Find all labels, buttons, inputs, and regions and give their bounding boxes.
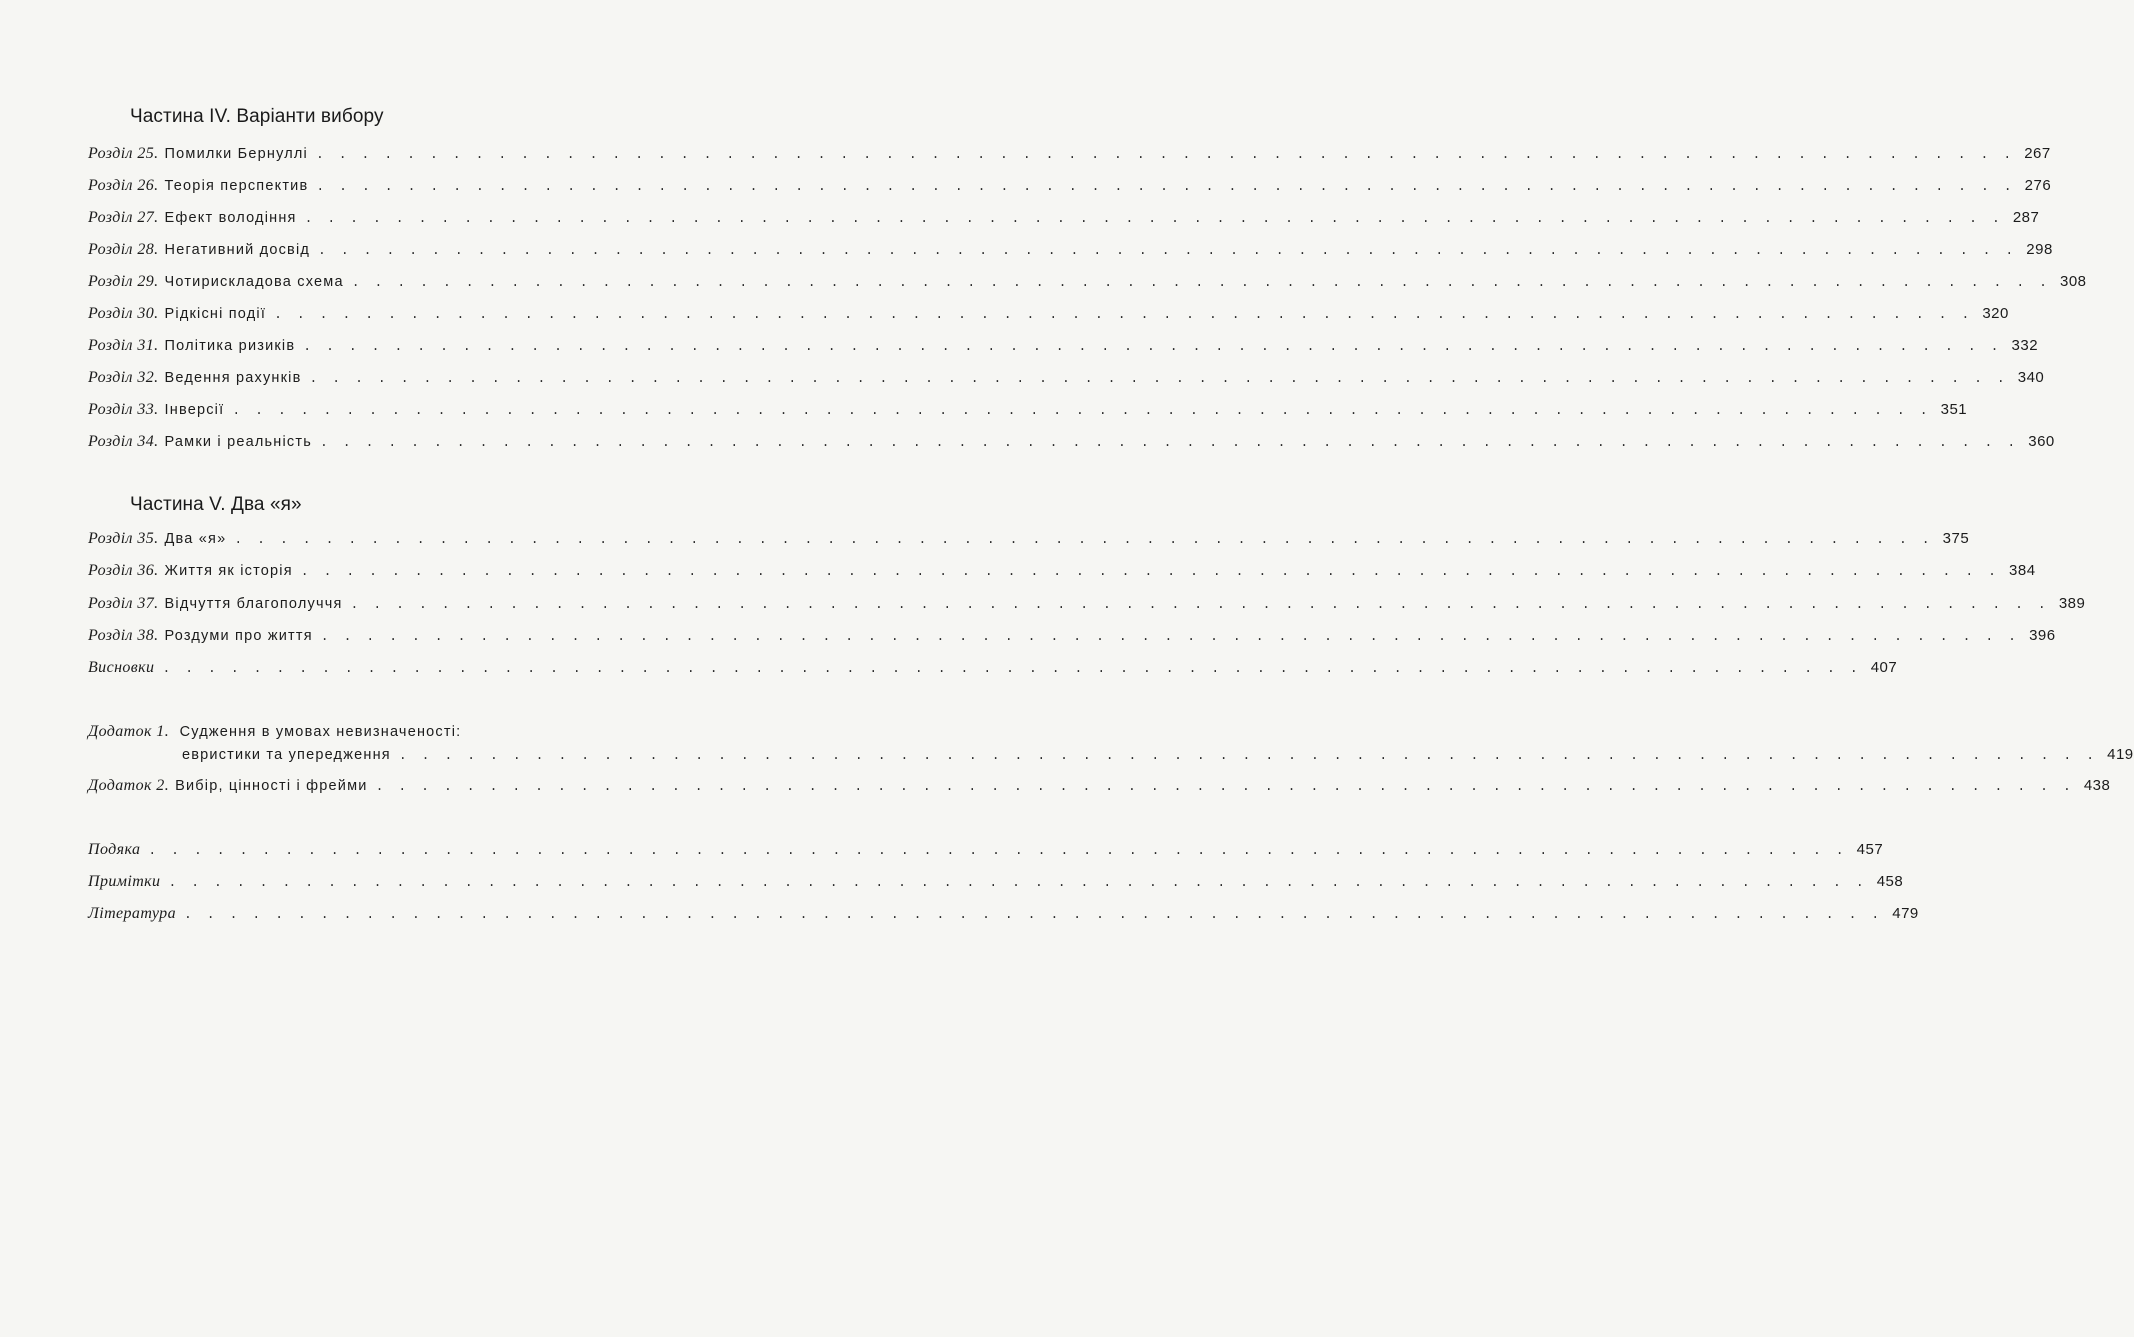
appendix-label: Додаток 1.	[88, 723, 170, 740]
toc-entry-ch27[interactable]	[88, 206, 2040, 230]
chapter-label: Розділ 34.	[88, 433, 159, 450]
toc-entry-ch30[interactable]	[88, 302, 2009, 326]
dot-leader: . . . . . . . . . . . . . . . . . . . . . . . . . . . . . . . . . . . . . . . . . . . . . . . . . . . . . . . . . . . . . . . . . . . . . . . . . . .	[350, 597, 2050, 612]
chapter-label: Розділ 37.	[88, 595, 159, 612]
toc-entry-ch25[interactable]	[88, 142, 2051, 166]
chapter-title: Негативний досвід	[164, 242, 311, 258]
dot-leader: . . . . . . . . . . . . . . . . . . . . . . . . . . . . . . . . . . . . . . . . . . . . . . . . . . . . . . . . . . . . . . . . . . . . . . . . . . .	[303, 339, 2003, 354]
page-number: 438	[2083, 777, 2111, 794]
toc-entry-acknowledgements[interactable]	[88, 838, 1884, 862]
appendix-title: Вибір, цінності і фрейми	[175, 778, 368, 794]
toc-entry-ch36[interactable]	[88, 559, 2036, 583]
chapter-label: Розділ 33.	[88, 401, 159, 418]
chapter-title: Два «я»	[164, 531, 227, 547]
toc-entry-ch32[interactable]	[88, 366, 2045, 390]
chapter-label: Розділ 32.	[88, 369, 159, 386]
chapter-label: Розділ 28.	[88, 241, 159, 258]
dot-leader: . . . . . . . . . . . . . . . . . . . . . . . . . . . . . . . . . . . . . . . . . . . . . . . . . . . . . . . . . . . . . . . . . . . . . . . . . . .	[320, 629, 2020, 644]
dot-leader: . . . . . . . . . . . . . . . . . . . . . . . . . . . . . . . . . . . . . . . . . . . . . . . . . . . . . . . . . . . . . . . . . . . . . . . . . . .	[316, 179, 2016, 194]
dot-leader: . . . . . . . . . . . . . . . . . . . . . . . . . . . . . . . . . . . . . . . . . . . . . . . . . . . . . . . . . . . . . . . . . . . . . . . . . . .	[162, 661, 1862, 676]
chapter-title: Рамки і реальність	[164, 434, 312, 450]
dot-leader: . . . . . . . . . . . . . . . . . . . . . . . . . . . . . . . . . . . . . . . . . . . . . . . . . . . . . . . . . . . . . . . . . . . . . . . . . . .	[319, 435, 2019, 450]
chapter-title: Рідкісні події	[164, 306, 267, 322]
toc-entry-appendix-1-continuation[interactable]	[88, 743, 2134, 767]
chapter-label: Розділ 36.	[88, 562, 159, 579]
chapter-label: Розділ 30.	[88, 305, 159, 322]
section-label: Подяка	[88, 841, 141, 858]
chapter-label: Розділ 35.	[88, 530, 159, 547]
section-label: Висновки	[88, 659, 155, 676]
toc-entry-ch29[interactable]	[88, 270, 2087, 294]
dot-leader: . . . . . . . . . . . . . . . . . . . . . . . . . . . . . . . . . . . . . . . . . . . . . . . . . . . . . . . . . . . . . . . . . . . . . . . . . . .	[398, 748, 2098, 763]
part-5-title: Частина V. Два «я»	[130, 494, 302, 515]
page-number: 320	[1982, 305, 2009, 322]
chapter-title: Чотирискладова схема	[164, 274, 344, 290]
part-4-title: Частина IV. Варіанти вибору	[130, 106, 384, 127]
chapter-title: Політика ризиків	[164, 338, 296, 354]
section-label: Література	[88, 905, 176, 922]
chapter-title: Помилки Бернуллі	[164, 146, 308, 162]
toc-entry-notes[interactable]	[88, 870, 1904, 894]
dot-leader: . . . . . . . . . . . . . . . . . . . . . . . . . . . . . . . . . . . . . . . . . . . . . . . . . . . . . . . . . . . . . . . . . . . . . . . . . . .	[351, 275, 2051, 290]
dot-leader: . . . . . . . . . . . . . . . . . . . . . . . . . . . . . . . . . . . . . . . . . . . . . . . . . . . . . . . . . . . . . . . . . . . . . . . . . . .	[148, 843, 1848, 858]
page-number: 332	[2011, 337, 2039, 354]
dot-leader: . . . . . . . . . . . . . . . . . . . . . . . . . . . . . . . . . . . . . . . . . . . . . . . . . . . . . . . . . . . . . . . . . . . . . . . . . . .	[168, 875, 1868, 890]
chapter-label: Розділ 27.	[88, 209, 159, 226]
dot-leader: . . . . . . . . . . . . . . . . . . . . . . . . . . . . . . . . . . . . . . . . . . . . . . . . . . . . . . . . . . . . . . . . . . . . . . . . . . .	[315, 147, 2015, 162]
appendix-label: Додаток 2.	[88, 777, 170, 794]
dot-leader: . . . . . . . . . . . . . . . . . . . . . . . . . . . . . . . . . . . . . . . . . . . . . . . . . . . . . . . . . . . . . . . . . . . . . . . . . . .	[234, 532, 1934, 547]
page-number: 458	[1876, 873, 1904, 890]
chapter-title: Ведення рахунків	[164, 370, 302, 386]
chapter-title: Інверсії	[164, 402, 225, 418]
chapter-title: Теорія перспектив	[164, 178, 309, 194]
toc-entry-conclusions[interactable]	[88, 656, 1898, 680]
toc-entry-ch35[interactable]	[88, 527, 1970, 551]
toc-entry-literature[interactable]	[88, 902, 1919, 926]
page-number: 375	[1942, 530, 1970, 547]
chapter-label: Розділ 26.	[88, 177, 159, 194]
page-number: 457	[1856, 841, 1884, 858]
appendix-title-line-2: евристики та упередження	[182, 747, 391, 763]
page-number: 360	[2028, 433, 2055, 450]
appendix-title-line-1: Судження в умовах невизначеності:	[179, 724, 462, 740]
toc-entry-appendix-1[interactable]	[88, 720, 461, 744]
chapter-title: Ефект володіння	[164, 210, 297, 226]
page-number: 419	[2107, 746, 2134, 763]
chapter-label: Розділ 25.	[88, 145, 159, 162]
page-number: 389	[2058, 595, 2086, 612]
dot-leader: . . . . . . . . . . . . . . . . . . . . . . . . . . . . . . . . . . . . . . . . . . . . . . . . . . . . . . . . . . . . . . . . . . . . . . . . . . .	[375, 779, 2075, 794]
page-number: 351	[1940, 401, 1968, 418]
chapter-label: Розділ 29.	[88, 273, 159, 290]
toc-entry-ch34[interactable]	[88, 430, 2055, 454]
page-number: 298	[2026, 241, 2053, 258]
section-label: Примітки	[88, 873, 161, 890]
chapter-label: Розділ 38.	[88, 627, 159, 644]
toc-entry-ch37[interactable]	[88, 592, 2086, 616]
page-number: 308	[2060, 273, 2087, 290]
chapter-title: Роздуми про життя	[164, 628, 313, 644]
toc-entry-ch38[interactable]	[88, 624, 2056, 648]
dot-leader: . . . . . . . . . . . . . . . . . . . . . . . . . . . . . . . . . . . . . . . . . . . . . . . . . . . . . . . . . . . . . . . . . . . . . . . . . . .	[232, 403, 1932, 418]
page-number: 276	[2024, 177, 2052, 194]
chapter-title: Відчуття благополуччя	[164, 596, 343, 612]
page-number: 384	[2009, 562, 2036, 579]
dot-leader: . . . . . . . . . . . . . . . . . . . . . . . . . . . . . . . . . . . . . . . . . . . . . . . . . . . . . . . . . . . . . . . . . . . . . . . . . . .	[318, 243, 2017, 258]
page-number: 479	[1892, 905, 1919, 922]
toc-entry-ch31[interactable]	[88, 334, 2039, 358]
chapter-title: Життя як історія	[164, 563, 293, 579]
dot-leader: . . . . . . . . . . . . . . . . . . . . . . . . . . . . . . . . . . . . . . . . . . . . . . . . . . . . . . . . . . . . . . . . . . . . . . . . . . .	[300, 564, 2000, 579]
dot-leader: . . . . . . . . . . . . . . . . . . . . . . . . . . . . . . . . . . . . . . . . . . . . . . . . . . . . . . . . . . . . . . . . . . . . . . . . . . .	[304, 211, 2004, 226]
chapter-label: Розділ 31.	[88, 337, 159, 354]
page-number: 340	[2017, 369, 2045, 386]
page-number: 287	[2012, 209, 2040, 226]
toc-entry-ch33[interactable]	[88, 398, 1968, 422]
dot-leader: . . . . . . . . . . . . . . . . . . . . . . . . . . . . . . . . . . . . . . . . . . . . . . . . . . . . . . . . . . . . . . . . . . . . . . . . . . .	[274, 307, 1973, 322]
toc-entry-ch26[interactable]	[88, 174, 2052, 198]
page-number: 396	[2029, 627, 2056, 644]
dot-leader: . . . . . . . . . . . . . . . . . . . . . . . . . . . . . . . . . . . . . . . . . . . . . . . . . . . . . . . . . . . . . . . . . . . . . . . . . . .	[183, 907, 1883, 922]
toc-entry-ch28[interactable]	[88, 238, 2053, 262]
dot-leader: . . . . . . . . . . . . . . . . . . . . . . . . . . . . . . . . . . . . . . . . . . . . . . . . . . . . . . . . . . . . . . . . . . . . . . . . . . .	[309, 371, 2009, 386]
toc-entry-appendix-2[interactable]	[88, 774, 2111, 798]
page-number: 407	[1870, 659, 1898, 676]
page-number: 267	[2024, 145, 2051, 162]
